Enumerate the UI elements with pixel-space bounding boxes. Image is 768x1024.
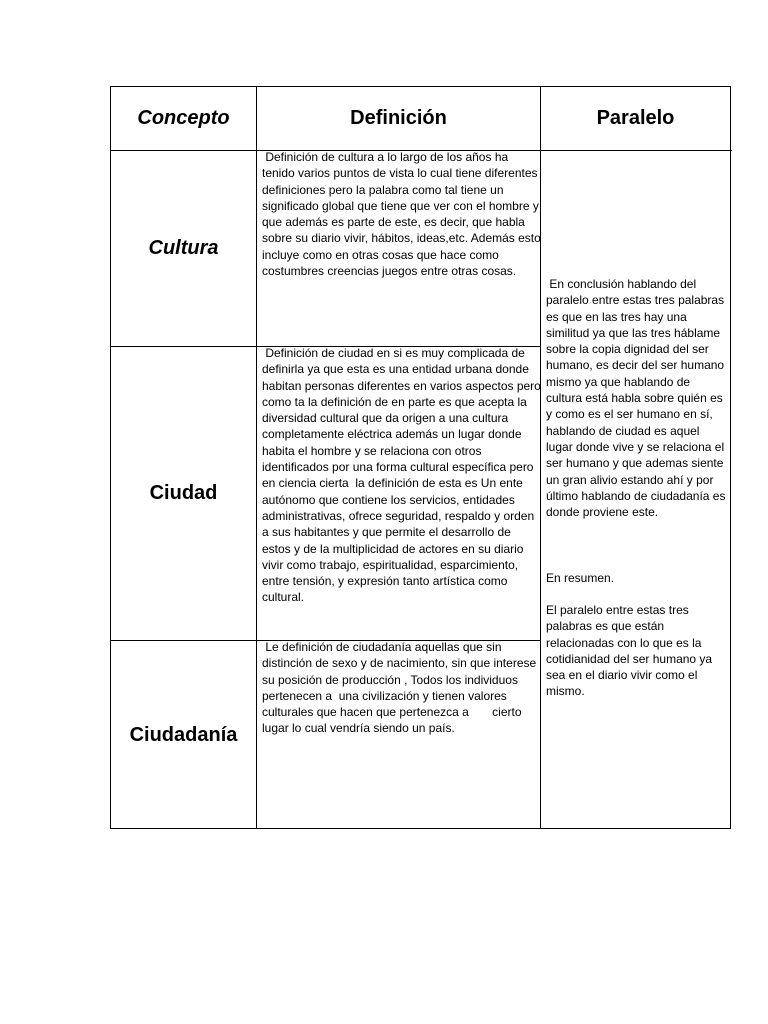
comparison-table	[110, 86, 731, 829]
parallel-paragraph-1: En conclusión hablando del paralelo entre estas tres palabras es que en las tres hay una similitud ya que las tres háblame sobre la copia dignidad del ser humano, es decir del ser humano mismo ya que hablando de cultura está habla sobre quién es y como es el ser humano en sí, hablando de ciudad es aquel lugar donde vive y se relaciona el ser humano y que ademas siente un gran alivio estando ahí y por último hablando de ciudadanía es donde proviene este.	[546, 277, 729, 520]
header-definition: Definición	[350, 107, 447, 129]
parallel-paragraph-2: En resumen.	[546, 571, 615, 585]
concept-cultura: Cultura	[148, 237, 219, 259]
definition-ciudad: Definición de ciudad en si es muy complicada de definirla ya que esta es una entidad urbana donde habitan personas diferentes en varios aspectos pero como ta la definición de en parte es que acepta la diversidad cultural que da origen a una cultura completamente eléctrica además un lugar donde habita el hombre y se relaciona con otros identificados por una forma cultural específica pero en ciencia cierta la definición de esta es Un ente autónomo que contiene los servicios, entidades administrativas, ofrece seguridad, respaldo y orden a sus habitantes y que permite el desarrollo de estos y de la multiplicidad de actores en su diario vivir como trabajo, espiritualidad, esparcimiento, entre tensión, y expresión tanto artística como cultural.	[262, 346, 545, 605]
concept-ciudadania: Ciudadanía	[129, 723, 238, 746]
header-parallel: Paralelo	[596, 107, 675, 129]
concept-ciudad: Ciudad	[149, 482, 218, 504]
header-concept: Concepto	[137, 107, 230, 129]
parallel-paragraph-3: El paralelo entre estas tres palabras es que están relacionadas con lo que es la cotidianidad del ser humano ya sea en el diario vivir como el mismo.	[546, 603, 716, 699]
definition-cultura: Definición de cultura a lo largo de los años ha tenido varios puntos de vista lo cual tiene diferentes definiciones pero la palabra como tal tiene un significado global que tiene que ver con el hombre y que además es parte de este, es decir, que habla sobre su diario vivir, hábitos, ideas,etc. Además esto incluye como en otras cosas que hace como costumbres creencias juegos entre otras cosas.	[262, 150, 545, 279]
column-divider-1	[256, 87, 257, 828]
definition-ciudadania: Le definición de ciudadanía aquellas que sin distinción de sexo y de nacimiento, sin que interese su posición de producción , Todos los individuos pertenecen a una civilización y tienen valores culturales que hacen que pertenezca a cierto lugar lo cual vendría siendo un país.	[262, 640, 540, 736]
